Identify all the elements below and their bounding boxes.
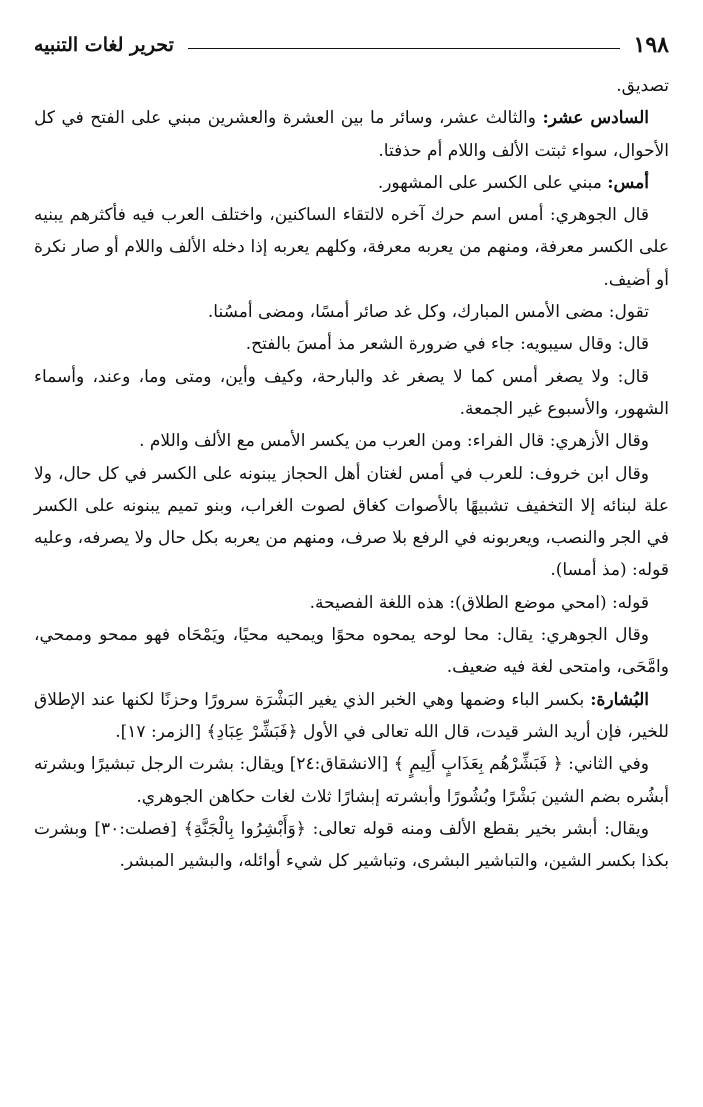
paragraph: قوله: (امحي موضع الطلاق): هذه اللغة الفصيحة.: [309, 592, 649, 613]
term-heading: السادس عشر:: [542, 108, 649, 129]
page-number: ١٩٨: [633, 32, 669, 58]
paragraph: قال الجوهري: أمس اسم حرك آخره لالتقاء الساكنين، واختلف العرب فيه فأكثرهم يبنيه على الكسر معرفة، ومنهم من يعربه معرفة، وكلهم يعربه إذا دخله الألف واللام أو صار نكرة أو أضيف.: [34, 205, 669, 290]
paragraph: قال: وقال سيبويه: جاء في ضرورة الشعر مذ أمسَ بالفتح.: [245, 334, 649, 355]
page-header: [34, 30, 669, 60]
paragraph: أمس: مبني على الكسر على المشهور.: [377, 172, 649, 193]
page-body: [34, 70, 669, 877]
paragraph: تصديق.: [616, 76, 669, 96]
paragraph: وفي الثاني: ﴿ فَبَشِّرْهُم بِعَذَابٍ أَلِيمٍ ﴾ [الانشقاق:٢٤] ويقال: بشرت الرجل تبشيرًا وبشرته أبشُره بضم الشين بَشْرًا وبُشُورًا وأبشرته إبشارًا ثلاث لغات حكاهن الجوهري.: [34, 754, 669, 807]
paragraph: تقول: مضى الأمس المبارك، وكل غد صائر أمسًا، ومضى أمسُنا.: [207, 302, 649, 323]
paragraph: وقال ابن خروف: للعرب في أمس لغتان أهل الحجاز يبنونه على الكسر في كل حال، ولا علة لبنائه إلا التخفيف تشبيهًا بالأصوات كغاق لصوت الغراب، وبنو تميم يبنونه على الكسر في الجر والنصب، ويعربونه في الرفع بلا صرف، ومنهم من يعربه بكل حال ولا يصرفه، وعليه قوله: (مذ أمسا).: [34, 463, 669, 581]
paragraph: السادس عشر: والثالث عشر، وسائر ما بين العشرة والعشرين مبني على الفتح في كل الأحوال، سواء ثبتت الألف واللام أم حذفتا.: [34, 108, 669, 161]
paragraph: وقال الأزهري: قال الفراء: ومن العرب من يكسر الأمس مع الألف واللام .: [139, 431, 649, 452]
paragraph: ويقال: أبشر بخير بقطع الألف ومنه قوله تعالى: ﴿وَأَبْشِرُوا بِالْجَنَّةِ﴾ [فصلت:٣٠] وبشرت بكذا بكسر الشين، والتباشير البشرى، وتباشير كل شيء أوائله، والبشير المبشر.: [34, 818, 669, 872]
running-title: تحرير لغات التنبيه: [34, 34, 174, 56]
term-heading: البُشارة:: [590, 689, 649, 710]
header-rule: [188, 48, 620, 49]
paragraph: قال: ولا يصغر أمس كما لا يصغر غد والبارحة، وكيف وأين، ومتى وما، وعند، وأسماء الشهور، والأسبوع غير الجمعة.: [34, 366, 669, 419]
paragraph: البُشارة: بكسر الباء وضمها وهي الخبر الذي يغير البَشْرَة سرورًا وحزنًا لكنها عند الإطلاق للخير، فإن أريد الشر قيدت، قال الله تعالى في الأول ﴿فَبَشِّرْ عِبَادِ﴾ [الزمر: ١٧].: [34, 689, 669, 742]
term-heading: أمس:: [607, 172, 649, 193]
paragraph: وقال الجوهري: يقال: محا لوحه يمحوه محوًا ويمحيه محيًا، ويَمْحَاه فهو ممحو وممحي، وامَّحَى، وامتحى لغة فيه ضعيف.: [34, 625, 669, 678]
